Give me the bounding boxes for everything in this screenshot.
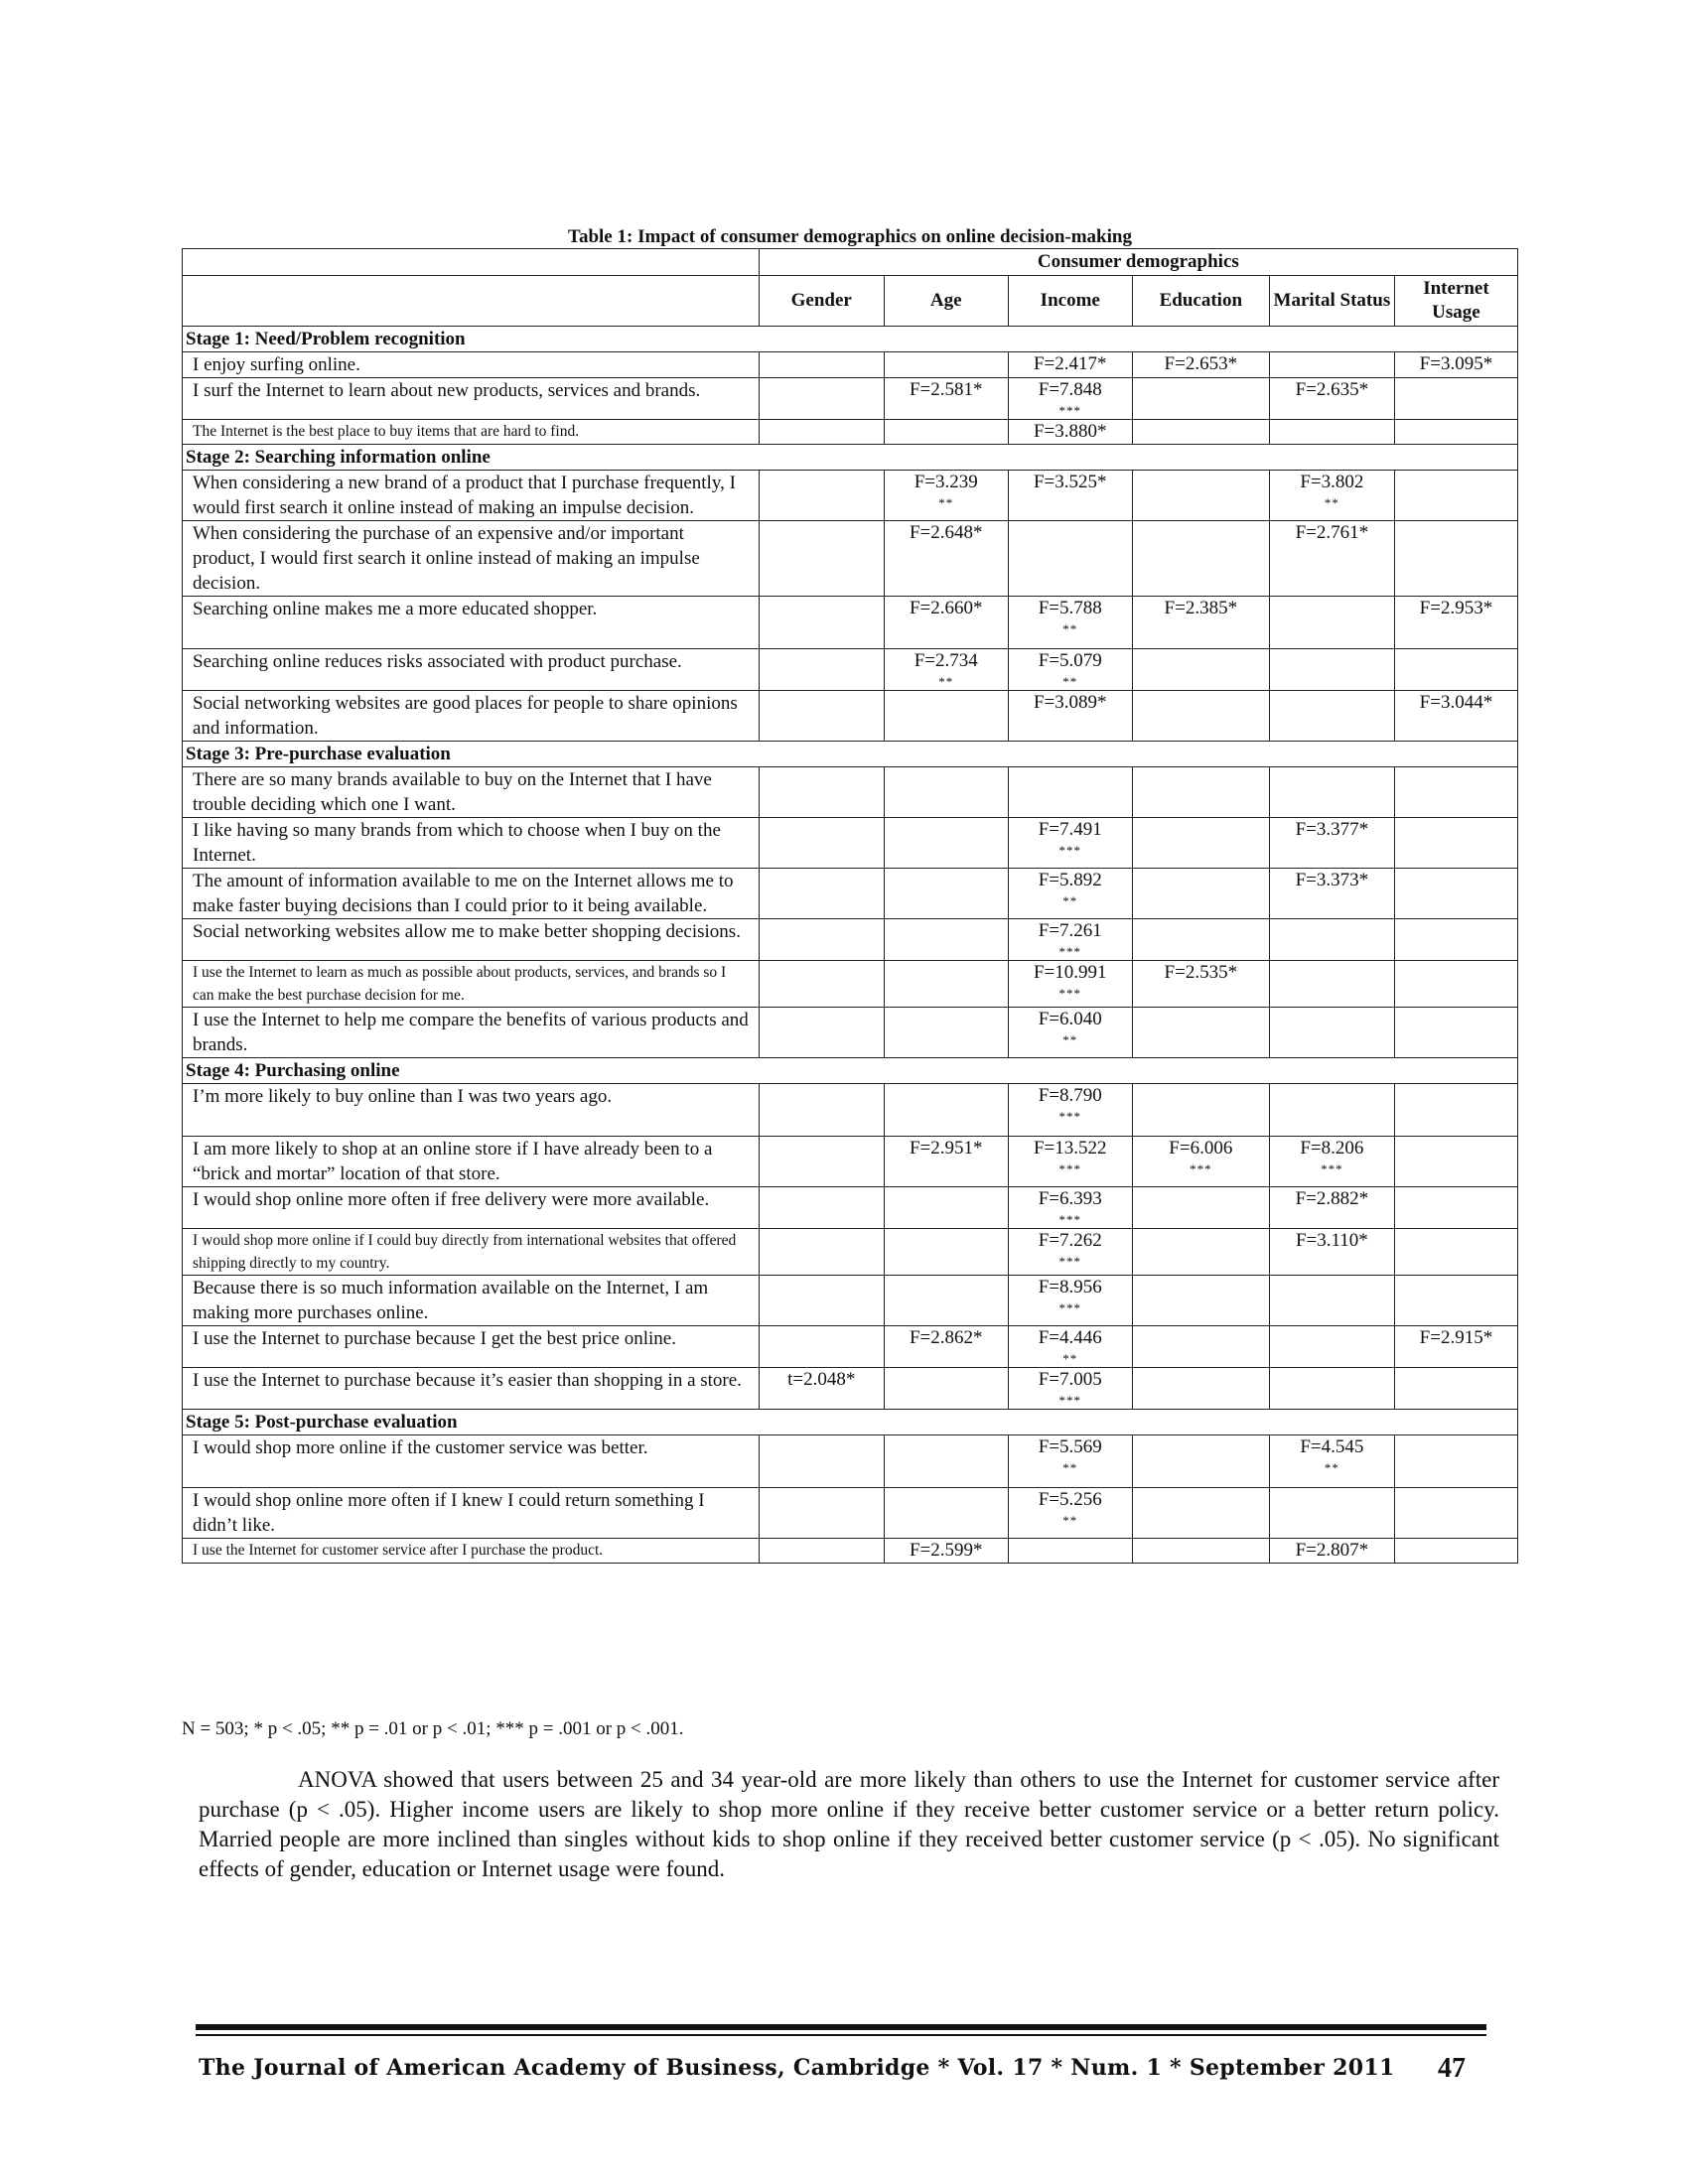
stat-cell xyxy=(759,961,884,1008)
statement-cell: The amount of information available to me on the Internet allows me to make faster buying decisions than I could prior to it being available. xyxy=(183,869,760,919)
significance-marker: ** xyxy=(1324,495,1339,510)
stat-cell xyxy=(1132,597,1269,649)
stat-cell xyxy=(884,818,1008,869)
stat-value: F=2.635* xyxy=(1295,379,1369,400)
stat-value: F=6.006 xyxy=(1169,1138,1233,1159)
stat-value: F=7.005 xyxy=(1038,1369,1102,1390)
stat-cell xyxy=(759,1435,884,1488)
table-row xyxy=(183,869,1518,919)
table-title: Table 1: Impact of consumer demographics on online decision-making xyxy=(568,226,1132,247)
stat-cell xyxy=(1394,1326,1517,1368)
stat-cell xyxy=(1269,869,1394,919)
stat-value: F=7.261 xyxy=(1038,920,1102,941)
stat-cell xyxy=(1394,420,1517,445)
stat-value: F=2.653* xyxy=(1164,353,1238,374)
stat-cell xyxy=(1008,818,1132,869)
statement-cell: I would shop more online if the customer service was better. xyxy=(183,1435,760,1488)
stat-cell xyxy=(1008,471,1132,521)
stat-value: F=3.095* xyxy=(1419,353,1493,374)
stat-cell xyxy=(1132,919,1269,961)
stat-value: F=7.848 xyxy=(1038,379,1102,400)
stat-value: F=2.535* xyxy=(1164,962,1238,983)
stat-cell xyxy=(1132,818,1269,869)
journal-footer: The Journal of American Academy of Business, Cambridge * Vol. 17 * Num. 1 * September 2011 xyxy=(199,2055,1395,2081)
stat-value: F=5.256 xyxy=(1038,1489,1102,1510)
stat-value: F=5.788 xyxy=(1038,598,1102,618)
stat-cell xyxy=(759,1276,884,1326)
stat-cell xyxy=(1269,818,1394,869)
stat-cell xyxy=(884,1084,1008,1137)
stat-cell xyxy=(884,1488,1008,1539)
stat-cell xyxy=(1008,1326,1132,1368)
stat-cell xyxy=(759,1488,884,1539)
statement-cell: I use the Internet for customer service after I purchase the product. xyxy=(183,1539,760,1564)
significance-marker: ** xyxy=(1324,1460,1339,1475)
statement-cell: I would shop more online if I could buy directly from international websites that offered shipping directly to my country. xyxy=(183,1229,760,1276)
column-header: Gender xyxy=(759,276,884,327)
significance-marker: *** xyxy=(1058,1161,1081,1176)
significance-marker: *** xyxy=(1058,986,1081,1001)
stat-value: F=2.761* xyxy=(1295,522,1369,543)
statement-cell: I would shop online more often if free delivery were more available. xyxy=(183,1187,760,1229)
statement-cell: Social networking websites allow me to make better shopping decisions. xyxy=(183,919,760,961)
stat-cell xyxy=(1008,352,1132,378)
stat-cell xyxy=(1008,961,1132,1008)
stat-cell xyxy=(1269,767,1394,818)
stat-cell xyxy=(1394,471,1517,521)
stat-cell xyxy=(759,818,884,869)
stat-cell xyxy=(884,919,1008,961)
stat-value: F=3.525* xyxy=(1033,472,1107,492)
stat-cell xyxy=(1394,1008,1517,1058)
stat-cell xyxy=(1394,919,1517,961)
stat-cell xyxy=(1132,521,1269,597)
stat-cell xyxy=(1269,1368,1394,1410)
stat-cell xyxy=(884,1008,1008,1058)
stat-cell xyxy=(1269,597,1394,649)
stat-cell xyxy=(1132,378,1269,420)
statement-cell: I am more likely to shop at an online store if I have already been to a “brick and mortar” location of that store. xyxy=(183,1137,760,1187)
stat-cell xyxy=(884,691,1008,742)
column-header: Marital Status xyxy=(1269,276,1394,327)
stat-cell xyxy=(1008,1084,1132,1137)
stat-value: F=4.545 xyxy=(1300,1436,1364,1457)
statement-cell: Searching online makes me a more educated shopper. xyxy=(183,597,760,649)
stat-cell xyxy=(1008,1435,1132,1488)
stat-cell xyxy=(759,521,884,597)
significance-marker: *** xyxy=(1190,1161,1212,1176)
stat-cell xyxy=(1269,1137,1394,1187)
stat-cell xyxy=(1269,1008,1394,1058)
stat-value: F=3.373* xyxy=(1295,870,1369,890)
stat-cell xyxy=(1394,691,1517,742)
stat-cell xyxy=(1269,1488,1394,1539)
stat-cell xyxy=(884,378,1008,420)
significance-marker: ** xyxy=(1062,1032,1078,1047)
stat-cell xyxy=(1132,1368,1269,1410)
stat-value: F=3.044* xyxy=(1419,692,1493,713)
stat-cell xyxy=(759,691,884,742)
statement-cell: The Internet is the best place to buy items that are hard to find. xyxy=(183,420,760,445)
stat-cell xyxy=(1269,1326,1394,1368)
statement-cell: I surf the Internet to learn about new products, services and brands. xyxy=(183,378,760,420)
significance-marker: *** xyxy=(1058,1212,1081,1227)
statement-cell: I would shop online more often if I knew I could return something I didn’t like. xyxy=(183,1488,760,1539)
stat-cell xyxy=(1269,649,1394,691)
stat-cell xyxy=(759,352,884,378)
stat-cell xyxy=(1394,1137,1517,1187)
stat-cell xyxy=(1008,1137,1132,1187)
stat-cell xyxy=(1008,1539,1132,1564)
stat-value: F=10.991 xyxy=(1033,962,1107,983)
stat-cell xyxy=(759,1187,884,1229)
stat-cell xyxy=(759,1008,884,1058)
stat-cell xyxy=(1394,1229,1517,1276)
stat-cell xyxy=(1394,1368,1517,1410)
stat-value: F=5.892 xyxy=(1038,870,1102,890)
table-row xyxy=(183,1368,1518,1410)
stat-cell xyxy=(1269,521,1394,597)
stat-cell xyxy=(759,471,884,521)
significance-marker: *** xyxy=(1058,843,1081,858)
table-row xyxy=(183,818,1518,869)
stat-cell xyxy=(1394,1187,1517,1229)
stat-cell xyxy=(884,597,1008,649)
stat-cell xyxy=(884,352,1008,378)
stat-cell xyxy=(1132,1137,1269,1187)
stat-cell xyxy=(1269,378,1394,420)
stat-cell xyxy=(1394,869,1517,919)
statement-cell: Searching online reduces risks associated with product purchase. xyxy=(183,649,760,691)
stat-cell xyxy=(1132,1326,1269,1368)
stat-cell xyxy=(1269,352,1394,378)
significance-marker: ** xyxy=(1062,1351,1078,1366)
stat-cell xyxy=(1394,767,1517,818)
stat-cell xyxy=(1269,1539,1394,1564)
stat-cell xyxy=(1269,691,1394,742)
stat-value: F=4.446 xyxy=(1038,1327,1102,1348)
table-row xyxy=(183,919,1518,961)
table-row xyxy=(183,1435,1518,1488)
table-row xyxy=(183,352,1518,378)
stat-value: F=2.648* xyxy=(909,522,983,543)
stat-cell xyxy=(884,649,1008,691)
stat-cell xyxy=(1269,471,1394,521)
footer-rule xyxy=(196,2034,1486,2036)
table-row xyxy=(183,1137,1518,1187)
stat-value: F=7.491 xyxy=(1038,819,1102,840)
stat-value: F=3.880* xyxy=(1033,421,1107,442)
stat-cell xyxy=(1008,1276,1132,1326)
stat-value: t=2.048* xyxy=(787,1369,856,1390)
statement-cell: Because there is so much information available on the Internet, I am making more purchases online. xyxy=(183,1276,760,1326)
stat-cell xyxy=(759,1137,884,1187)
stat-value: F=7.262 xyxy=(1038,1230,1102,1251)
stat-cell xyxy=(884,1539,1008,1564)
stat-cell xyxy=(1132,471,1269,521)
stat-cell xyxy=(884,1368,1008,1410)
stat-cell xyxy=(1008,649,1132,691)
stat-cell xyxy=(759,378,884,420)
stat-cell xyxy=(1269,919,1394,961)
stat-cell xyxy=(884,1229,1008,1276)
stat-cell xyxy=(759,869,884,919)
stat-cell xyxy=(1269,420,1394,445)
stat-value: F=2.882* xyxy=(1295,1188,1369,1209)
stat-value: F=5.079 xyxy=(1038,650,1102,671)
footer-rule xyxy=(196,2024,1486,2030)
stat-cell xyxy=(884,420,1008,445)
stat-cell xyxy=(1008,767,1132,818)
stat-value: F=2.807* xyxy=(1295,1540,1369,1561)
table-row xyxy=(183,1276,1518,1326)
statement-cell: I use the Internet to purchase because it’s easier than shopping in a store. xyxy=(183,1368,760,1410)
stat-value: F=8.956 xyxy=(1038,1277,1102,1297)
stage-header: Stage 4: Purchasing online xyxy=(183,1058,1518,1084)
stat-cell xyxy=(1269,961,1394,1008)
statement-cell: I like having so many brands from which to choose when I buy on the Internet. xyxy=(183,818,760,869)
stat-value: F=2.734 xyxy=(914,650,978,671)
column-header: Income xyxy=(1008,276,1132,327)
table-row xyxy=(183,1229,1518,1276)
statement-cell: I enjoy surfing online. xyxy=(183,352,760,378)
statement-cell: When considering a new brand of a product that I purchase frequently, I would first search it online instead of making an impulse decision. xyxy=(183,471,760,521)
stat-cell xyxy=(1269,1276,1394,1326)
stat-value: F=2.953* xyxy=(1419,598,1493,618)
stat-cell xyxy=(884,1187,1008,1229)
significance-marker: *** xyxy=(1321,1161,1343,1176)
statement-cell: I use the Internet to learn as much as possible about products, services, and brands so I can make the best purchase decision for me. xyxy=(183,961,760,1008)
statement-cell: I’m more likely to buy online than I was two years ago. xyxy=(183,1084,760,1137)
significance-marker: ** xyxy=(938,495,954,510)
stat-cell xyxy=(884,1326,1008,1368)
table-row xyxy=(183,521,1518,597)
stat-value: F=3.377* xyxy=(1295,819,1369,840)
statement-cell: There are so many brands available to buy on the Internet that I have trouble deciding which one I want. xyxy=(183,767,760,818)
stat-cell xyxy=(759,1084,884,1137)
stat-value: F=2.951* xyxy=(909,1138,983,1159)
significance-marker: ** xyxy=(1062,893,1078,908)
significance-marker: *** xyxy=(1058,403,1081,418)
stat-cell xyxy=(1269,1084,1394,1137)
stat-cell xyxy=(1269,1435,1394,1488)
stat-value: F=3.089* xyxy=(1033,692,1107,713)
stat-cell xyxy=(1008,1229,1132,1276)
significance-marker: ** xyxy=(1062,1513,1078,1528)
body-paragraph: ANOVA showed that users between 25 and 34 year-old are more likely than others to use the Internet for customer service after purchase (p < .05). Higher income users are likely to shop more online if they receive better customer service or a better return policy. Married people are more inclined than singles without kids to shop online if they received better customer service (p < .05). No significant effects of gender, education or Internet usage were found. xyxy=(199,1767,1499,1881)
table-row xyxy=(183,1008,1518,1058)
table-row xyxy=(183,1326,1518,1368)
stat-cell xyxy=(1008,691,1132,742)
stat-cell xyxy=(1008,1187,1132,1229)
significance-marker: ** xyxy=(938,674,954,689)
statement-cell: When considering the purchase of an expensive and/or important product, I would first search it online instead of making an impulse decision. xyxy=(183,521,760,597)
stat-cell xyxy=(1008,597,1132,649)
stat-cell xyxy=(884,471,1008,521)
stat-cell xyxy=(1132,691,1269,742)
stat-cell xyxy=(759,420,884,445)
page-number: 47 xyxy=(1438,2053,1466,2084)
stat-value: F=2.417* xyxy=(1033,353,1107,374)
stat-cell xyxy=(1132,649,1269,691)
stat-value: F=13.522 xyxy=(1033,1138,1107,1159)
statement-cell: Social networking websites are good places for people to share opinions and information. xyxy=(183,691,760,742)
table-row xyxy=(183,691,1518,742)
stat-cell xyxy=(759,1368,884,1410)
stat-cell xyxy=(759,597,884,649)
stat-cell xyxy=(1394,818,1517,869)
stat-cell xyxy=(1008,1488,1132,1539)
stat-cell xyxy=(1132,1276,1269,1326)
statement-cell: I use the Internet to help me compare the benefits of various products and brands. xyxy=(183,1008,760,1058)
table-row xyxy=(183,1488,1518,1539)
stat-cell xyxy=(1132,1187,1269,1229)
stat-cell xyxy=(1008,869,1132,919)
table-row xyxy=(183,1187,1518,1229)
significance-marker: *** xyxy=(1058,944,1081,959)
stat-cell xyxy=(1132,1488,1269,1539)
corner-cell xyxy=(183,249,760,276)
stat-cell xyxy=(1132,420,1269,445)
stat-cell xyxy=(1008,378,1132,420)
table-row xyxy=(183,649,1518,691)
stat-cell xyxy=(1394,352,1517,378)
significance-marker: *** xyxy=(1058,1109,1081,1124)
stat-cell xyxy=(884,961,1008,1008)
stat-cell xyxy=(884,869,1008,919)
stat-cell xyxy=(1394,597,1517,649)
table-row xyxy=(183,767,1518,818)
stat-value: F=2.862* xyxy=(909,1327,983,1348)
stat-value: F=2.660* xyxy=(909,598,983,618)
stat-cell xyxy=(1132,1084,1269,1137)
stat-cell xyxy=(884,1276,1008,1326)
stat-cell xyxy=(1269,1229,1394,1276)
significance-marker: *** xyxy=(1058,1300,1081,1315)
stage-header: Stage 1: Need/Problem recognition xyxy=(183,327,1518,352)
column-header: Internet Usage xyxy=(1394,276,1517,327)
stat-cell xyxy=(1132,1435,1269,1488)
stat-cell xyxy=(1008,521,1132,597)
stat-cell xyxy=(1132,1229,1269,1276)
significance-marker: ** xyxy=(1062,674,1078,689)
stat-value: F=6.393 xyxy=(1038,1188,1102,1209)
demographics-table xyxy=(182,248,1518,1564)
table-row xyxy=(183,471,1518,521)
stat-cell xyxy=(1008,1368,1132,1410)
stat-cell xyxy=(1394,521,1517,597)
corner-cell xyxy=(183,276,760,327)
table-row xyxy=(183,597,1518,649)
stat-cell xyxy=(884,521,1008,597)
column-header: Education xyxy=(1132,276,1269,327)
stat-cell xyxy=(1132,1008,1269,1058)
column-header: Age xyxy=(884,276,1008,327)
stat-cell xyxy=(1394,1435,1517,1488)
stat-cell xyxy=(1394,1276,1517,1326)
stat-cell xyxy=(759,1229,884,1276)
statement-cell: I use the Internet to purchase because I get the best price online. xyxy=(183,1326,760,1368)
significance-marker: ** xyxy=(1062,621,1078,636)
stat-cell xyxy=(759,1539,884,1564)
table-row xyxy=(183,1539,1518,1564)
stat-cell xyxy=(884,767,1008,818)
stat-value: F=3.110* xyxy=(1295,1230,1368,1251)
stat-cell xyxy=(759,1326,884,1368)
stat-cell xyxy=(1269,1187,1394,1229)
significance-marker: ** xyxy=(1062,1460,1078,1475)
stat-cell xyxy=(759,919,884,961)
stat-cell xyxy=(1132,869,1269,919)
stat-value: F=2.915* xyxy=(1419,1327,1493,1348)
stat-cell xyxy=(1394,961,1517,1008)
stat-cell xyxy=(1008,1008,1132,1058)
stat-value: F=2.581* xyxy=(909,379,983,400)
stage-header: Stage 2: Searching information online xyxy=(183,445,1518,471)
stat-cell xyxy=(1394,1539,1517,1564)
stat-value: F=2.599* xyxy=(909,1540,983,1561)
stat-cell xyxy=(884,1435,1008,1488)
stat-value: F=5.569 xyxy=(1038,1436,1102,1457)
stat-cell xyxy=(759,767,884,818)
stat-value: F=3.802 xyxy=(1300,472,1364,492)
significance-marker: *** xyxy=(1058,1254,1081,1269)
stat-cell xyxy=(1132,352,1269,378)
stat-cell xyxy=(884,1137,1008,1187)
stage-header: Stage 3: Pre-purchase evaluation xyxy=(183,742,1518,767)
stat-cell xyxy=(1132,767,1269,818)
group-header: Consumer demographics xyxy=(759,249,1517,276)
significance-marker: *** xyxy=(1058,1393,1081,1408)
stat-value: F=2.385* xyxy=(1164,598,1238,618)
stat-value: F=8.206 xyxy=(1300,1138,1364,1159)
stat-cell xyxy=(1008,919,1132,961)
stat-cell xyxy=(1132,1539,1269,1564)
stat-cell xyxy=(1394,649,1517,691)
table-row xyxy=(183,961,1518,1008)
stat-cell xyxy=(1394,1084,1517,1137)
stat-cell xyxy=(1394,378,1517,420)
table-note: N = 503; * p < .05; ** p = .01 or p < .01; *** p = .001 or p < .001. xyxy=(182,1718,684,1739)
stat-cell xyxy=(759,649,884,691)
stat-cell xyxy=(1394,1488,1517,1539)
stat-cell xyxy=(1008,420,1132,445)
stat-cell xyxy=(1132,961,1269,1008)
stat-value: F=8.790 xyxy=(1038,1085,1102,1106)
stat-value: F=6.040 xyxy=(1038,1009,1102,1029)
table-row xyxy=(183,420,1518,445)
stat-value: F=3.239 xyxy=(914,472,978,492)
table-row xyxy=(183,378,1518,420)
stage-header: Stage 5: Post-purchase evaluation xyxy=(183,1410,1518,1435)
table-row xyxy=(183,1084,1518,1137)
